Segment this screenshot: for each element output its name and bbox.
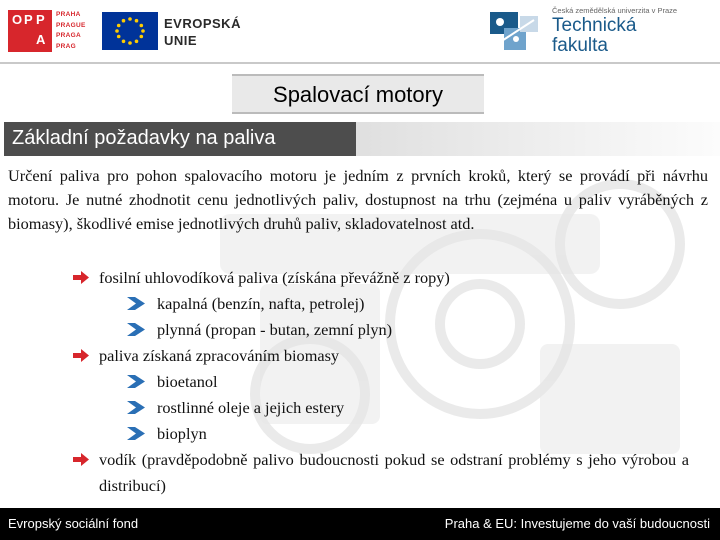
slide-title-box xyxy=(232,74,484,114)
list-item-fossil-fuels: fosilní uhlovodíková paliva (získána převážně z ropy) xyxy=(99,265,450,291)
faculty-emblem-icon xyxy=(486,6,544,58)
sub-item-gaseous: plynná (propan - butan, zemní plyn) xyxy=(157,317,392,343)
section-heading-box xyxy=(4,122,356,156)
blue-chevron-icon xyxy=(127,323,145,336)
section-heading: Základní požadavky na paliva xyxy=(12,127,276,149)
intro-paragraph: Určení paliva pro pohon spalovacího motoru je jedním z prvních kroků, který se provádí při návrhu motoru. Je nutné zhodnotit cenu jednotlivých paliv, dostupnost na trhu (zejména u paliv vyráběných z biomasy), škodlivé emise jednotlivých druhů paliv, skladovatelnost atd. xyxy=(8,166,708,233)
red-arrow-icon xyxy=(73,453,89,466)
eu-flag-icon xyxy=(102,12,158,50)
faculty-name: Technická fakulta xyxy=(552,15,637,56)
list-item-biomass-fuels: paliva získaná zpracováním biomasy xyxy=(99,343,339,369)
blue-chevron-icon xyxy=(127,297,145,310)
red-arrow-icon xyxy=(73,349,89,362)
blue-chevron-icon xyxy=(127,401,145,414)
sub-item-bioethanol: bioetanol xyxy=(157,369,218,395)
header xyxy=(0,0,720,62)
blue-chevron-icon xyxy=(127,427,145,440)
university-name: Česká zemědělská univerzita v Praze xyxy=(552,6,678,15)
eu-logo-text: EVROPSKÁ UNIE xyxy=(164,16,241,48)
footer-left-text: Evropský sociální fond xyxy=(8,516,139,531)
faculty-logo xyxy=(486,4,718,60)
slide-title: Spalovací motory xyxy=(273,82,443,107)
sub-item-liquid: kapalná (benzín, nafta, petrolej) xyxy=(157,291,364,317)
red-arrow-icon xyxy=(73,271,89,284)
list-item-hydrogen: vodík (pravděpodobně palivo budoucnosti pokud se odstraní problémy s jeho výrobou a distribucí) xyxy=(99,447,689,499)
footer-right-text: Praha & EU: Investujeme do vaší budoucnosti xyxy=(444,516,710,531)
footer-bar xyxy=(0,508,720,540)
opp-praha-logo: O P P A PRAHA PRAGUE PRAGA PRAG xyxy=(8,10,98,52)
sub-item-vegetable-oils: rostlinné oleje a jejich estery xyxy=(157,395,344,421)
heading-accent-strip xyxy=(356,122,720,156)
sub-item-biogas: bioplyn xyxy=(157,421,207,447)
blue-chevron-icon xyxy=(127,375,145,388)
